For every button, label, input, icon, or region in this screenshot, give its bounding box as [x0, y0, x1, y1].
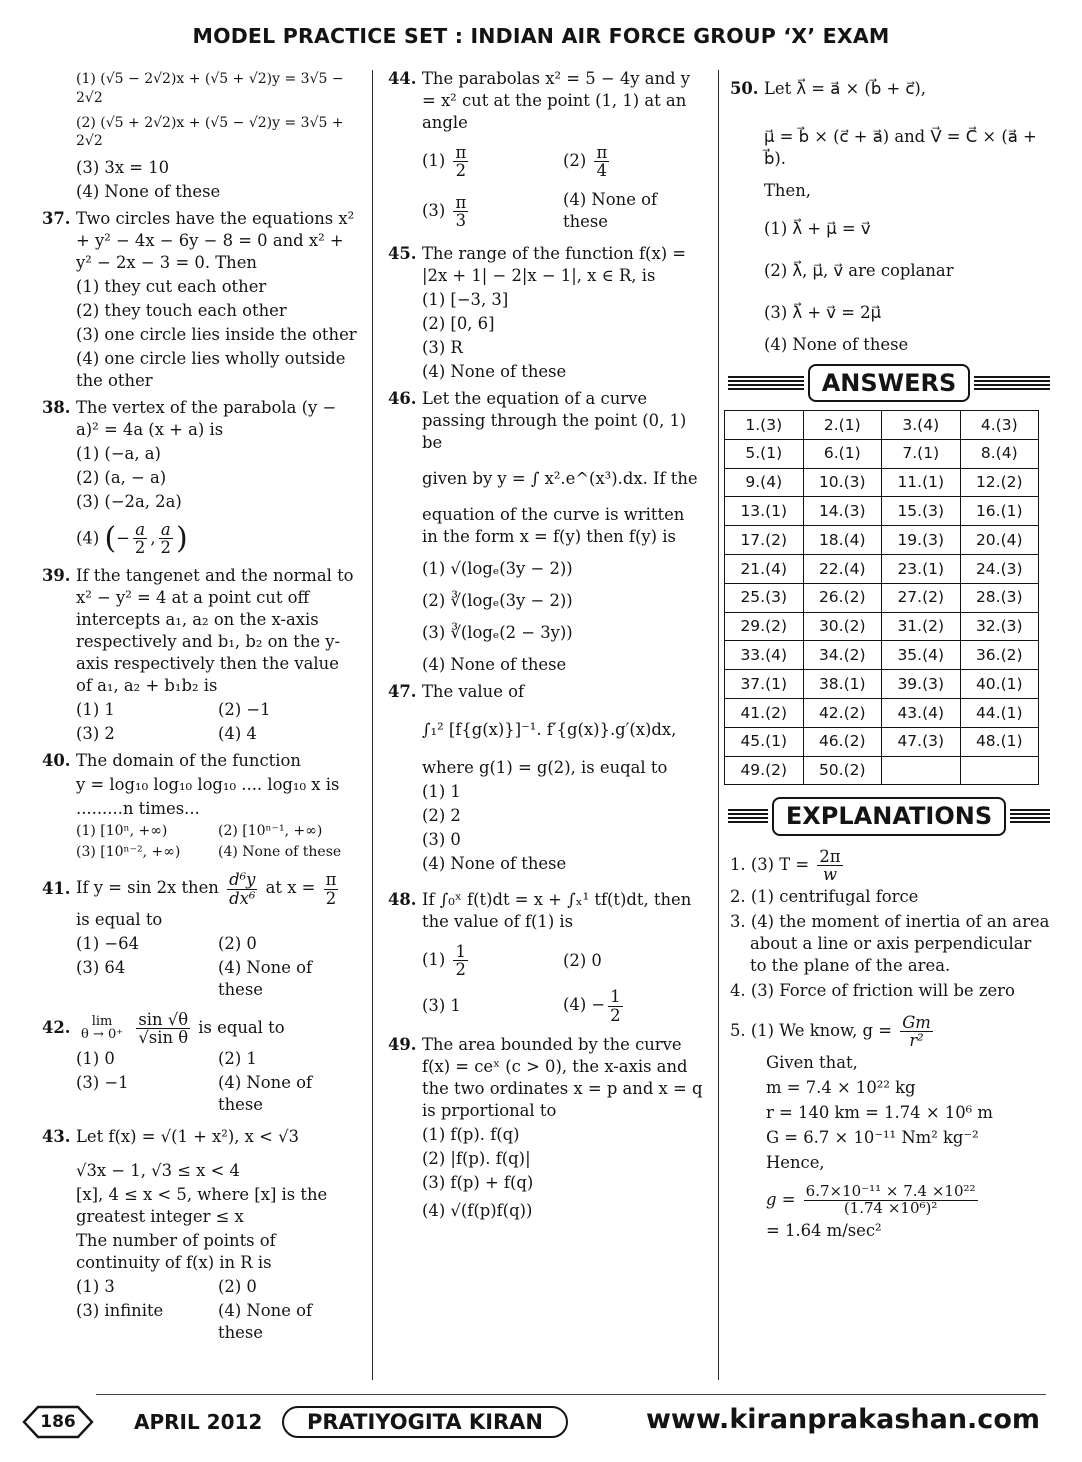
question-44 [388, 68, 704, 233]
answer-cell: 14.(3) [803, 497, 882, 526]
magazine-name: PRATIYOGITA KIRAN [282, 1406, 568, 1438]
question-stem: Let λ⃗ = a⃗ × (b⃗ + c⃗), [764, 79, 927, 98]
answer-cell: 19.(3) [882, 526, 961, 555]
question-39 [42, 565, 360, 745]
page-number-badge [20, 1404, 96, 1440]
answers-row [725, 727, 1039, 756]
answer-cell: 29.(2) [725, 612, 804, 641]
option: (2) 0 [563, 950, 602, 970]
question-stem: If the tangenet and the normal to x² − y² = 4 at a point cut off intercepts a₁, a₂ on the x-axis respectively and b₁, b₂ on the y-axis respectively then the value of a₁, a₂ + b₁b₂ is [76, 565, 354, 695]
question-41 [42, 871, 360, 1000]
question-number: 42. [42, 1018, 71, 1038]
question-49 [388, 1034, 704, 1222]
option: (3) λ⃗ + v⃗ = 2μ⃗ [764, 302, 881, 322]
explanation-text: g = [766, 1190, 796, 1210]
explanation-text: 1. (3) T = [730, 854, 810, 874]
page-header-title: MODEL PRACTICE SET : INDIAN AIR FORCE GROUP ‘X’ EXAM [192, 24, 890, 48]
option: (3) 64 [76, 957, 126, 977]
fraction-numerator: 1 [610, 987, 621, 1007]
fraction-denominator: (1.74 ×10⁶)² [843, 1199, 938, 1218]
option: (4) None of these [218, 1073, 313, 1115]
question-stem: The number of points of continuity of f(x) in R is [76, 1230, 276, 1272]
question-stem: If y = sin 2x then [76, 878, 219, 898]
answers-row [725, 583, 1039, 612]
fraction-numerator: π [596, 142, 608, 162]
answer-cell: 1.(3) [725, 411, 804, 440]
question-number: 37. [42, 208, 71, 228]
answer-cell: 41.(2) [725, 699, 804, 728]
question-50 [730, 78, 1050, 356]
column-divider [372, 70, 373, 1380]
option: (2) −1 [218, 699, 271, 719]
fraction-numerator: 6.7×10⁻¹¹ × 7.4 ×10²² [805, 1182, 976, 1201]
fraction-numerator: 1 [455, 941, 466, 961]
answer-cell: 8.(4) [960, 439, 1039, 468]
option: (4) None of these [422, 362, 567, 382]
answer-cell: 42.(2) [803, 699, 882, 728]
column-1 [42, 68, 360, 1349]
fraction-numerator: π [455, 192, 467, 212]
option: (4) None of these [218, 843, 342, 860]
option: (3) −1 [76, 1073, 129, 1093]
question-42 [42, 1011, 360, 1116]
answer-cell: 25.(3) [725, 583, 804, 612]
answer-cell: 26.(2) [803, 583, 882, 612]
explanation-text: = 1.64 m/sec² [766, 1220, 882, 1240]
fraction-denominator: 4 [596, 161, 608, 181]
question-stem: The range of the function f(x) = |2x + 1| − 2|x − 1|, x ∈ R, is [422, 244, 687, 286]
issue-month: APRIL 2012 [134, 1410, 263, 1434]
answer-cell: 37.(1) [725, 670, 804, 699]
question-37 [42, 208, 360, 392]
question-number: 46. [388, 389, 417, 409]
answer-cell: 39.(3) [882, 670, 961, 699]
answer-cell: 22.(4) [803, 555, 882, 584]
explanation-text: 5. (1) We know, g = [730, 1021, 892, 1041]
option: (3) (−2a, 2a) [76, 491, 182, 511]
question-stem: given by y = ∫ x².e^(x³).dx. If the [422, 469, 698, 489]
page-footer [0, 1402, 1082, 1446]
answer-cell [960, 756, 1039, 785]
question-48 [388, 889, 704, 1024]
answers-table [724, 410, 1039, 785]
answer-cell: 49.(2) [725, 756, 804, 785]
option: (2) (a, − a) [76, 467, 167, 487]
answers-row [725, 411, 1039, 440]
answer-cell: 27.(2) [882, 583, 961, 612]
option: (3) R [422, 338, 463, 358]
question-number: 48. [388, 890, 417, 909]
question-stem: is equal to [198, 1017, 285, 1037]
question-number: 50. [730, 79, 759, 98]
explanation-text: 3. (4) the moment of inertia of an area about a line or axis perpendicular to the plane of the area. [730, 911, 1050, 975]
question-40 [42, 750, 360, 861]
option: (3) 1 [422, 996, 461, 1016]
option-label: (1) [422, 151, 446, 171]
answers-row [725, 670, 1039, 699]
option: (4) √(f(p)f(q)) [422, 1200, 533, 1220]
answer-cell: 50.(2) [803, 756, 882, 785]
answer-cell: 11.(1) [882, 468, 961, 497]
fraction-numerator: a [159, 521, 173, 539]
question-stem: Let the equation of a curve passing through the point (0, 1) be [422, 389, 687, 453]
option: (4) None of these [76, 181, 221, 201]
limit-label: lim [91, 1013, 113, 1029]
option: (2) (√5 + 2√2)x + (√5 − √2)y = 3√5 + 2√2 [76, 114, 344, 150]
answer-cell: 24.(3) [960, 555, 1039, 584]
answer-cell: 40.(1) [960, 670, 1039, 699]
option: (4) (− $\frac{a}{2}$ , $\frac{a}{2}$ ) [76, 520, 188, 558]
answer-cell: 15.(3) [882, 497, 961, 526]
formula: y = log₁₀ log₁₀ log₁₀ .... log₁₀ x is [76, 774, 340, 794]
option: (3) 0 [422, 830, 461, 850]
explanations-title: EXPLANATIONS [772, 797, 1006, 835]
question-stem: equation of the curve is written in the form x = f(y) then f(y) is [422, 505, 685, 547]
answer-cell: 28.(3) [960, 583, 1039, 612]
question-36-options [42, 70, 360, 203]
question-stem: √3x − 1, √3 ≤ x < 4 [76, 1161, 240, 1181]
question-stem: The domain of the function [76, 750, 301, 770]
question-stem: where g(1) = g(2), is euqal to [422, 758, 668, 778]
option: (1) [−3, 3] [422, 290, 509, 310]
answer-cell: 45.(1) [725, 727, 804, 756]
answer-cell: 3.(4) [882, 411, 961, 440]
question-stem: Let f(x) = √(1 + x²), x < √3 [76, 1127, 299, 1147]
question-43 [42, 1126, 360, 1344]
answer-cell: 6.(1) [803, 439, 882, 468]
fraction-denominator: 2 [160, 538, 171, 558]
answers-title: ANSWERS [808, 364, 971, 402]
question-number: 43. [42, 1127, 71, 1147]
option: (2) 2 [422, 806, 461, 826]
answer-cell: 9.(4) [725, 468, 804, 497]
answer-cell: 20.(4) [960, 526, 1039, 555]
option: (1) 1 [76, 699, 115, 719]
option: (3) f(p) + f(q) [422, 1172, 534, 1192]
answer-cell: 7.(1) [882, 439, 961, 468]
formula: ∫₁² [f{g(x)}]⁻¹. f′{g(x)}.g′(x)dx, [422, 720, 677, 740]
page-number: 186 [40, 1412, 76, 1432]
fraction-denominator: w [822, 864, 837, 884]
question-47 [388, 681, 704, 875]
question-stem: Two circles have the equations x² + y² − 4x − 6y − 8 = 0 and x² + y² − 2x − 3 = 0. Then [76, 208, 355, 272]
heading-rule [728, 376, 804, 390]
option-label: (2) [563, 151, 587, 171]
question-stem: The vertex of the parabola (y − a)² = 4a (x + a) is [76, 397, 337, 439]
option: (1) (√5 − 2√2)x + (√5 + √2)y = 3√5 − 2√2 [76, 71, 344, 106]
explanation-text: 4. (3) Force of friction will be zero [730, 980, 1015, 1000]
answers-row [725, 497, 1039, 526]
answer-cell: 43.(4) [882, 699, 961, 728]
explanation-text: m = 7.4 × 10²² kg [766, 1078, 916, 1098]
option: (3) one circle lies inside the other [76, 324, 357, 344]
answer-cell: 10.(3) [803, 468, 882, 497]
explanations-heading [728, 797, 1050, 835]
option: (2) λ⃗, μ⃗, v⃗ are coplanar [764, 260, 954, 280]
column-2 [388, 68, 704, 1227]
answer-cell: 38.(1) [803, 670, 882, 699]
answer-cell: 33.(4) [725, 641, 804, 670]
column-3 [730, 68, 1050, 1245]
fraction-denominator: dx⁶ [229, 888, 256, 908]
option: (3) 3x = 10 [76, 158, 170, 177]
question-stem: μ⃗ = b⃗ × (c⃗ + a⃗) and V⃗ = C⃗ × (a⃗ + b⃗). [764, 126, 1037, 168]
fraction-denominator: 2 [610, 1005, 621, 1025]
question-stem: If ∫₀ˣ f(t)dt = x + ∫ₓ¹ tf(t)dt, then the value of f(1) is [422, 890, 692, 931]
fraction-denominator: √sin θ [138, 1027, 189, 1047]
question-number: 44. [388, 69, 417, 88]
answer-cell: 30.(2) [803, 612, 882, 641]
option: (3) 2 [76, 723, 115, 743]
question-stem: The value of [422, 682, 525, 702]
option: (1) (−a, a) [76, 443, 161, 463]
option: (4) None of these [218, 957, 313, 999]
answer-cell: 16.(1) [960, 497, 1039, 526]
answers-row [725, 555, 1039, 584]
option: (2) 0 [218, 1276, 257, 1296]
answer-cell: 46.(2) [803, 727, 882, 756]
answer-cell: 5.(1) [725, 439, 804, 468]
fraction-denominator: 2 [325, 888, 337, 908]
option-label: (4) [76, 528, 100, 548]
formula: .........n times... [76, 798, 200, 818]
answer-cell: 21.(4) [725, 555, 804, 584]
option: (2) 1 [218, 1049, 257, 1069]
answer-cell: 35.(4) [882, 641, 961, 670]
question-46 [388, 388, 704, 676]
answer-cell: 31.(2) [882, 612, 961, 641]
option: (2) [10ⁿ⁻¹, +∞) [218, 822, 323, 839]
fraction-denominator: 2 [455, 161, 467, 181]
option-label: (3) [422, 200, 446, 220]
explanation-text: r = 140 km = 1.74 × 10⁶ m [766, 1103, 993, 1123]
option-label: (4) − [563, 995, 606, 1015]
question-number: 45. [388, 244, 417, 264]
answer-cell: 36.(2) [960, 641, 1039, 670]
heading-rule [1010, 809, 1050, 823]
option: (2) |f(p). f(q)| [422, 1148, 531, 1168]
explanation-text: Hence, [766, 1153, 825, 1173]
option: (4) None of these [422, 655, 567, 675]
fraction-numerator: π [325, 870, 337, 890]
option: (3) infinite [76, 1300, 164, 1320]
fraction-numerator: Gm [902, 1012, 931, 1032]
column-divider [718, 70, 719, 1380]
question-stem: The parabolas x² = 5 − 4y and y = x² cut at the point (1, 1) at an angle [422, 69, 691, 132]
answer-cell: 17.(2) [725, 526, 804, 555]
question-stem: at x = [265, 878, 316, 898]
fraction-numerator: π [455, 142, 467, 162]
question-45 [388, 243, 704, 383]
option: (1) they cut each other [76, 276, 267, 296]
option: (4) None of these [563, 190, 658, 232]
option: (1) 3 [76, 1276, 115, 1296]
fraction-numerator: a [133, 521, 147, 539]
footer-rule [96, 1394, 1046, 1395]
answers-row [725, 439, 1039, 468]
fraction-denominator: 2 [134, 538, 146, 558]
option: (1) λ⃗ + μ⃗ = v⃗ [764, 218, 871, 238]
answer-cell: 23.(1) [882, 555, 961, 584]
question-stem: is equal to [76, 909, 163, 929]
option: (4) 4 [218, 723, 257, 743]
fraction-denominator: 2 [455, 960, 466, 980]
question-stem: The area bounded by the curve f(x) = ceˣ (c > 0), the x-axis and the two ordinates x = p and x = q is prportional to [422, 1034, 703, 1120]
explanation-text: Given that, [766, 1053, 858, 1073]
heading-rule [974, 376, 1050, 390]
question-number: 41. [42, 879, 71, 898]
answer-cell: 2.(1) [803, 411, 882, 440]
option: (4) None of these [764, 334, 909, 354]
answer-cell: 48.(1) [960, 727, 1039, 756]
answer-cell: 34.(2) [803, 641, 882, 670]
option: (1) 1 [422, 782, 461, 802]
explanations [730, 848, 1050, 1242]
option: (2) they touch each other [76, 300, 287, 320]
option: (1) √(logₑ(3y − 2)) [422, 559, 573, 579]
question-number: 40. [42, 750, 71, 770]
answer-cell: 32.(3) [960, 612, 1039, 641]
question-number: 39. [42, 565, 71, 585]
option: (1) 0 [76, 1049, 115, 1069]
option: (2) ∛(logₑ(3y − 2)) [422, 591, 573, 611]
answer-cell: 18.(4) [803, 526, 882, 555]
answers-row [725, 612, 1039, 641]
option: (4) None of these [422, 854, 567, 874]
question-stem: [x], 4 ≤ x < 5, where [x] is the greatest integer ≤ x [76, 1185, 328, 1226]
fraction-denominator: 3 [455, 210, 467, 230]
answers-row [725, 756, 1039, 785]
answer-cell [882, 756, 961, 785]
answer-cell: 12.(2) [960, 468, 1039, 497]
question-stem: Then, [764, 180, 811, 200]
question-number: 49. [388, 1034, 417, 1054]
explanation-text: G = 6.7 × 10⁻¹¹ Nm² kg⁻² [766, 1128, 979, 1148]
heading-rule [728, 809, 768, 823]
answer-cell: 13.(1) [725, 497, 804, 526]
question-number: 47. [388, 682, 417, 702]
limit-subscript: θ → 0⁺ [81, 1027, 124, 1043]
answers-row [725, 468, 1039, 497]
question-38 [42, 397, 360, 559]
answers-heading [728, 364, 1050, 402]
fraction-numerator: sin √θ [138, 1009, 189, 1029]
option: (4) one circle lies wholly outside the other [76, 348, 346, 390]
option: (1) −64 [76, 933, 140, 953]
question-number: 38. [42, 397, 71, 417]
option: (3) ∛(logₑ(2 − 3y)) [422, 623, 573, 643]
option: (1) [10ⁿ, +∞) [76, 822, 168, 839]
answers-row [725, 526, 1039, 555]
fraction-numerator: 2π [819, 846, 841, 866]
answer-cell: 4.(3) [960, 411, 1039, 440]
answer-cell: 44.(1) [960, 699, 1039, 728]
answers-row [725, 699, 1039, 728]
explanation-text: 2. (1) centrifugal force [730, 886, 919, 906]
option: (2) 0 [218, 933, 257, 953]
website-link[interactable]: www.kiranprakashan.com [645, 1404, 1040, 1435]
option: (3) [10ⁿ⁻², +∞) [76, 843, 181, 860]
answers-row [725, 641, 1039, 670]
option: (4) None of these [218, 1300, 313, 1342]
option-label: (1) [422, 950, 446, 970]
answer-cell: 47.(3) [882, 727, 961, 756]
option: (2) [0, 6] [422, 314, 495, 334]
fraction-denominator: r² [909, 1031, 924, 1051]
fraction-numerator: d⁶y [229, 870, 256, 890]
option: (1) f(p). f(q) [422, 1124, 520, 1144]
